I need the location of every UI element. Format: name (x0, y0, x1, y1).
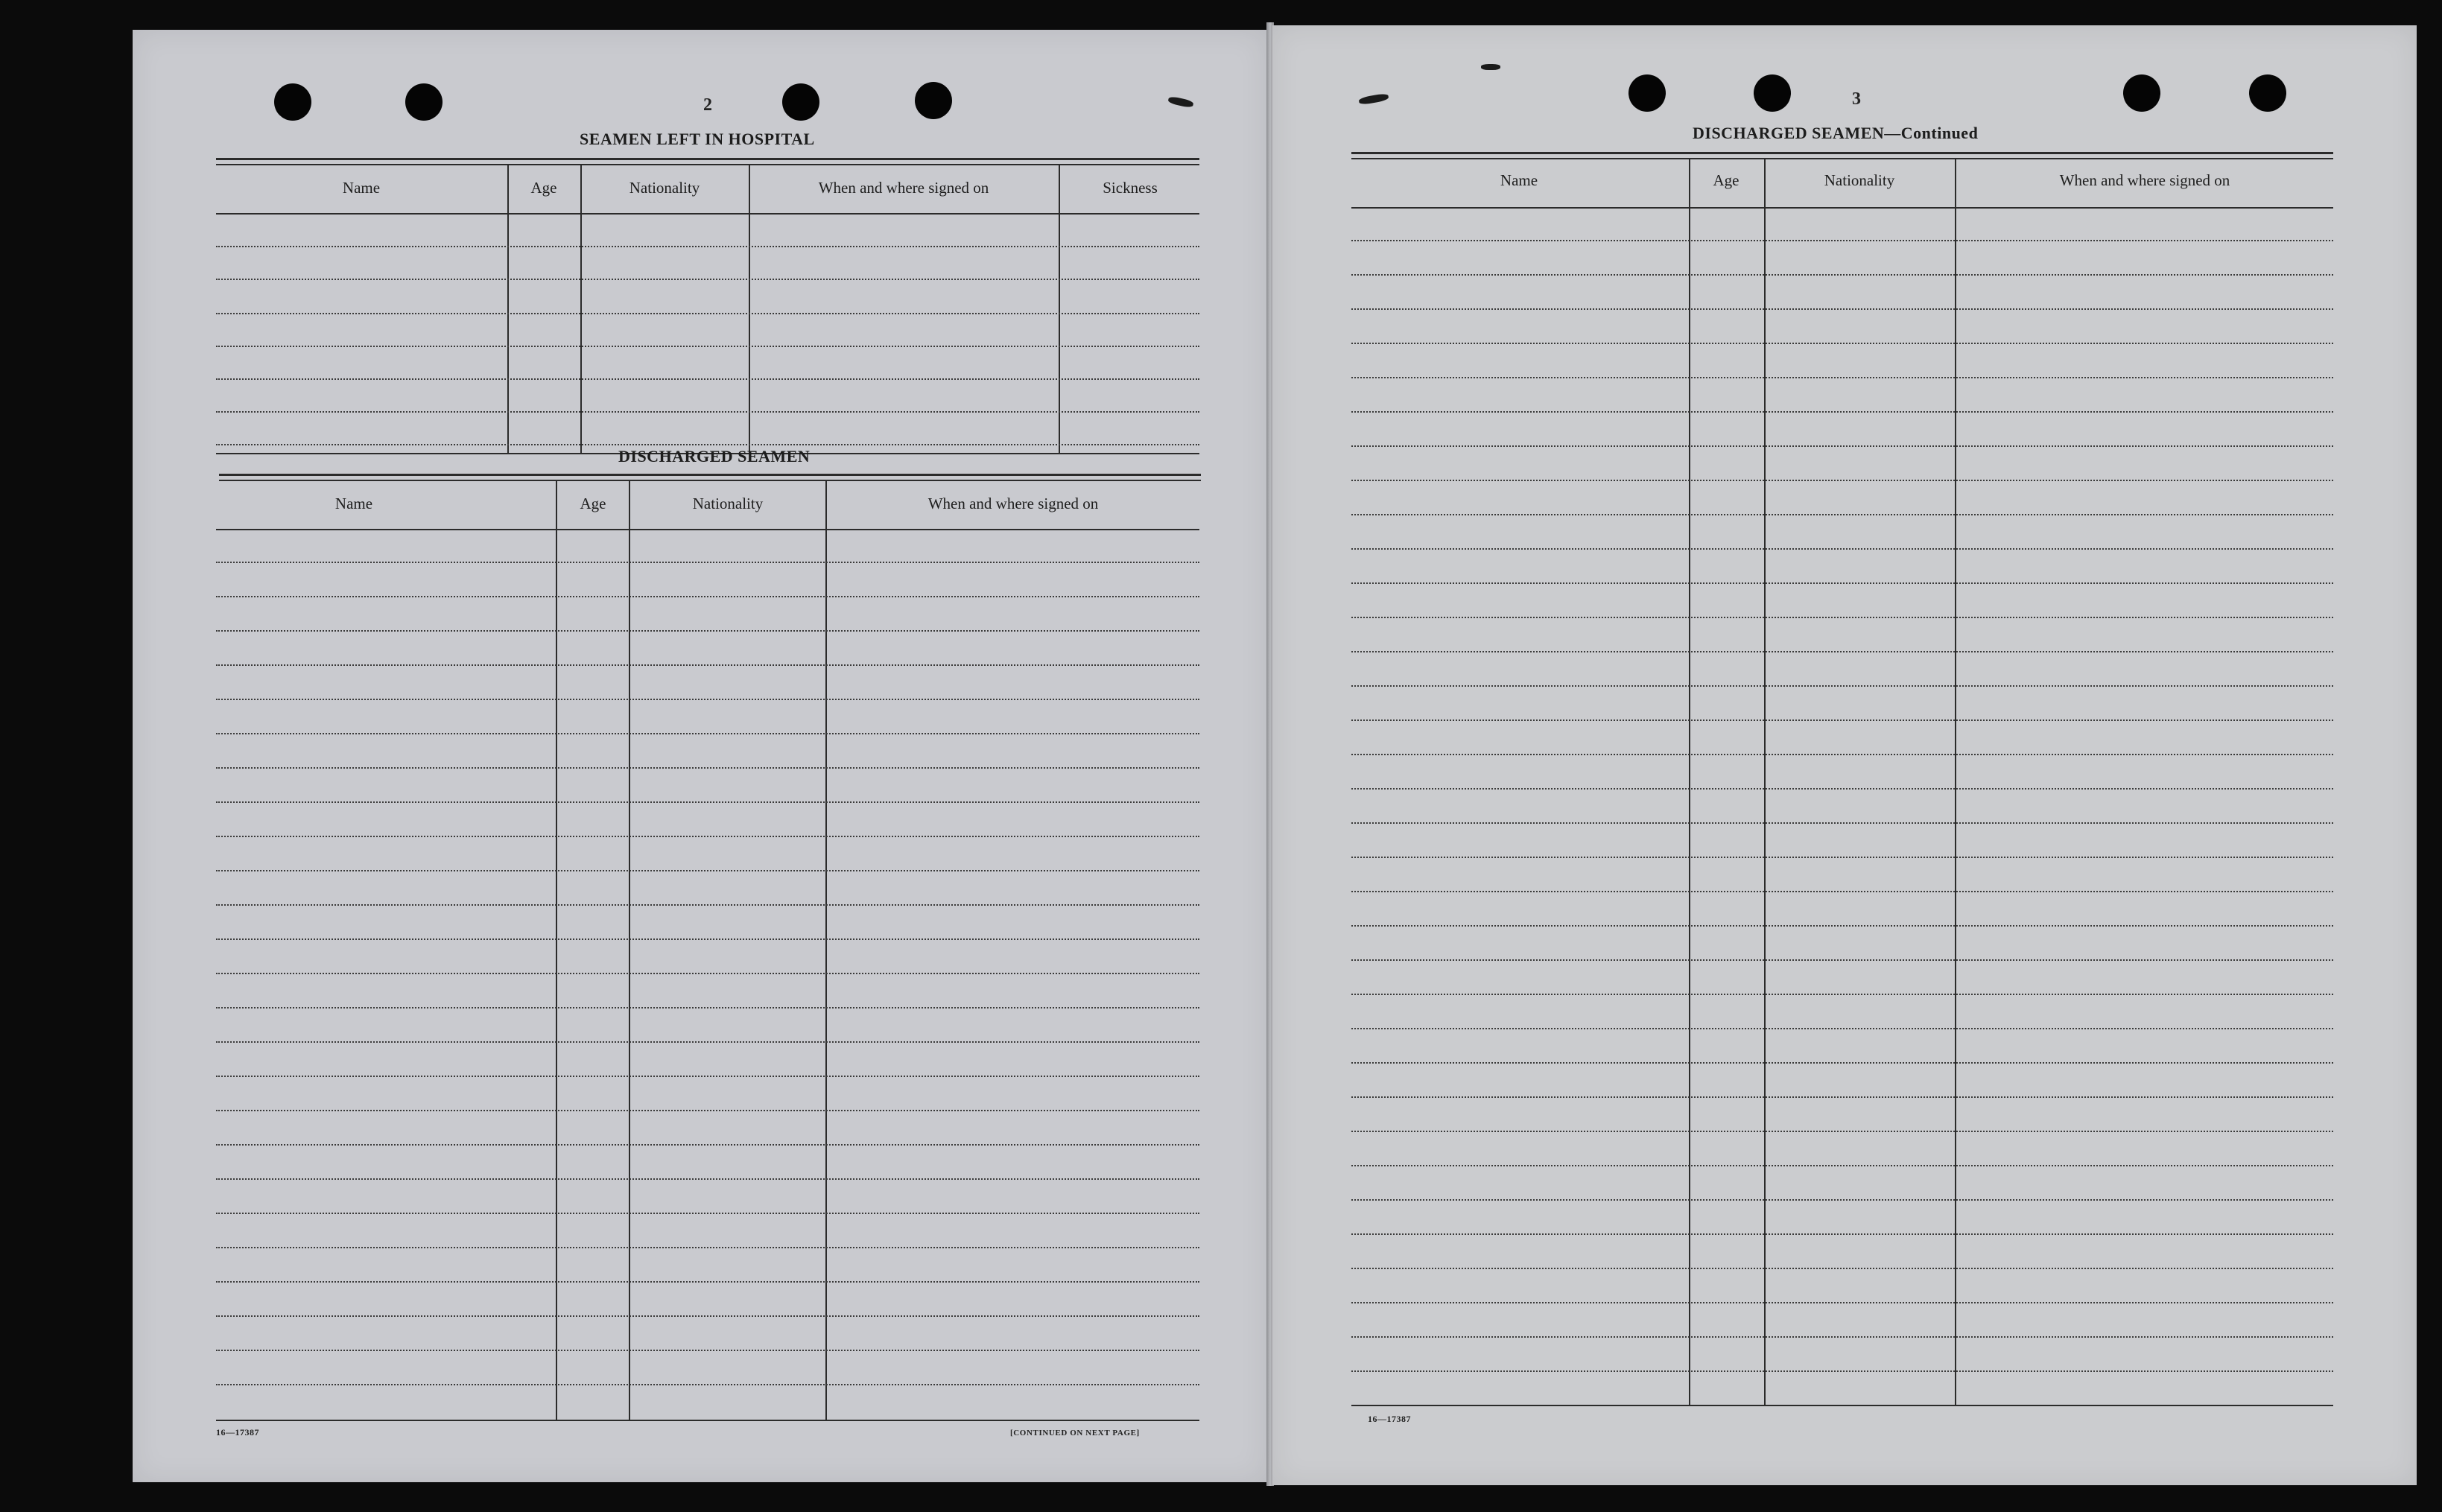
ruled-line (216, 246, 1199, 247)
ruled-line (1351, 891, 2333, 892)
ruled-line (1351, 1062, 2333, 1064)
rule (216, 164, 1199, 165)
ruled-line (216, 279, 1199, 280)
punch-hole (2249, 74, 2286, 112)
punch-hole (405, 83, 443, 121)
punch-hole (915, 82, 952, 119)
ruled-line (1351, 857, 2333, 858)
col-header-nationality: Nationality (1824, 171, 1895, 189)
col-header-nationality: Nationality (692, 495, 764, 512)
header-rule (216, 529, 1199, 530)
page-number: 3 (1852, 89, 1861, 109)
ruled-line (216, 801, 1199, 803)
ruled-line (1351, 480, 2333, 481)
ruled-line (216, 346, 1199, 347)
ruled-line (1351, 343, 2333, 344)
hospital-section-title: SEAMEN LEFT IN HOSPITAL (580, 130, 815, 148)
ruled-line (1351, 274, 2333, 276)
ruled-line (1351, 685, 2333, 687)
ruled-line (1351, 1165, 2333, 1166)
ruled-line (216, 836, 1199, 837)
ruled-line (216, 904, 1199, 906)
ruled-line (1351, 582, 2333, 584)
ruled-line (1351, 959, 2333, 961)
col-header-sickness: Sickness (1103, 179, 1158, 197)
title-main: DISCHARGED SEAMEN (1693, 124, 1885, 142)
rule (216, 1420, 1199, 1421)
column-divider (1764, 159, 1766, 1406)
form-number: 16—17387 (216, 1427, 259, 1438)
ruled-line (216, 973, 1199, 974)
ruled-line (1351, 1302, 2333, 1303)
ruled-line (216, 1110, 1199, 1111)
punch-hole (1628, 74, 1666, 112)
punch-hole (274, 83, 311, 121)
ink-smudge (1167, 96, 1193, 109)
ruled-line (216, 1281, 1199, 1283)
col-header-signed-on: When and where signed on (818, 179, 989, 197)
ruled-line (216, 699, 1199, 700)
col-header-signed-on: When and where signed on (2059, 171, 2230, 189)
ruled-line (1351, 720, 2333, 721)
punch-hole (2123, 74, 2160, 112)
ruled-line (216, 444, 1199, 445)
ruled-line (1351, 411, 2333, 413)
rule (1351, 1405, 2333, 1406)
ruled-line (216, 1247, 1199, 1248)
ink-smudge (1358, 93, 1389, 106)
column-divider (556, 481, 557, 1421)
ruled-line (1351, 994, 2333, 995)
ruled-line (1351, 822, 2333, 824)
col-header-age: Age (530, 179, 557, 197)
ruled-line (1351, 617, 2333, 618)
rule (1351, 158, 2333, 159)
col-header-name: Name (342, 179, 381, 197)
ruled-line (1351, 445, 2333, 447)
ruled-line (1351, 1233, 2333, 1235)
ruled-line (216, 562, 1199, 563)
ruled-line (216, 1213, 1199, 1214)
ruled-line (1351, 1096, 2333, 1098)
ruled-line (1351, 1370, 2333, 1372)
ruled-line (1351, 1028, 2333, 1029)
ruled-line (1351, 240, 2333, 241)
ruled-line (1351, 548, 2333, 550)
ruled-line (216, 733, 1199, 734)
ruled-line (216, 378, 1199, 380)
column-divider (1689, 159, 1690, 1406)
title-suffix: —Continued (1884, 124, 1979, 142)
continued-note: [CONTINUED ON NEXT PAGE] (1010, 1429, 1140, 1438)
rule (219, 474, 1201, 476)
discharged-section-title: DISCHARGED SEAMEN (618, 447, 811, 466)
ruled-line (1351, 377, 2333, 378)
col-header-name: Name (1500, 171, 1538, 189)
discharged-continued-title (1693, 124, 1978, 143)
ruled-line (1351, 754, 2333, 755)
rule (219, 480, 1201, 481)
rule (1351, 152, 2333, 154)
ruled-line (216, 313, 1199, 314)
col-header-age: Age (580, 495, 606, 512)
ruled-line (216, 664, 1199, 666)
ruled-line (1351, 1336, 2333, 1338)
ruled-line (216, 1350, 1199, 1351)
ruled-line (1351, 788, 2333, 790)
ruled-line (216, 411, 1199, 413)
ruled-line (216, 870, 1199, 871)
form-number: 16—17387 (1368, 1414, 1411, 1424)
ruled-line (1351, 1268, 2333, 1269)
ruled-line (216, 1178, 1199, 1180)
ruled-line (216, 1144, 1199, 1146)
ruled-line (216, 767, 1199, 769)
ruled-line (216, 1315, 1199, 1317)
ruled-line (216, 938, 1199, 940)
header-rule (216, 213, 1199, 215)
ruled-line (1351, 514, 2333, 515)
col-header-signed-on: When and where signed on (927, 495, 1099, 512)
rule (216, 158, 1199, 160)
ruled-line (1351, 925, 2333, 927)
ruled-line (216, 1076, 1199, 1077)
left-page (133, 30, 1266, 1482)
punch-hole (1754, 74, 1791, 112)
col-header-name: Name (334, 495, 373, 512)
ruled-line (216, 1384, 1199, 1385)
column-divider (749, 165, 750, 453)
ruled-line (216, 1041, 1199, 1043)
ruled-line (1351, 651, 2333, 652)
column-divider (1059, 165, 1060, 453)
column-divider (580, 165, 582, 453)
ruled-line (216, 1007, 1199, 1008)
header-rule (1351, 207, 2333, 209)
punch-hole (782, 83, 819, 121)
column-divider (507, 165, 509, 453)
ruled-line (1351, 308, 2333, 310)
ink-smudge (1481, 64, 1500, 70)
column-divider (629, 481, 630, 1421)
col-header-age: Age (1713, 171, 1739, 189)
col-header-nationality: Nationality (629, 179, 700, 197)
ruled-line (1351, 1199, 2333, 1201)
column-divider (1955, 159, 1956, 1406)
right-page (1272, 25, 2417, 1485)
page-number: 2 (703, 95, 712, 115)
ruled-line (1351, 1131, 2333, 1132)
ruled-line (216, 596, 1199, 597)
ruled-line (216, 630, 1199, 632)
column-divider (825, 481, 827, 1421)
